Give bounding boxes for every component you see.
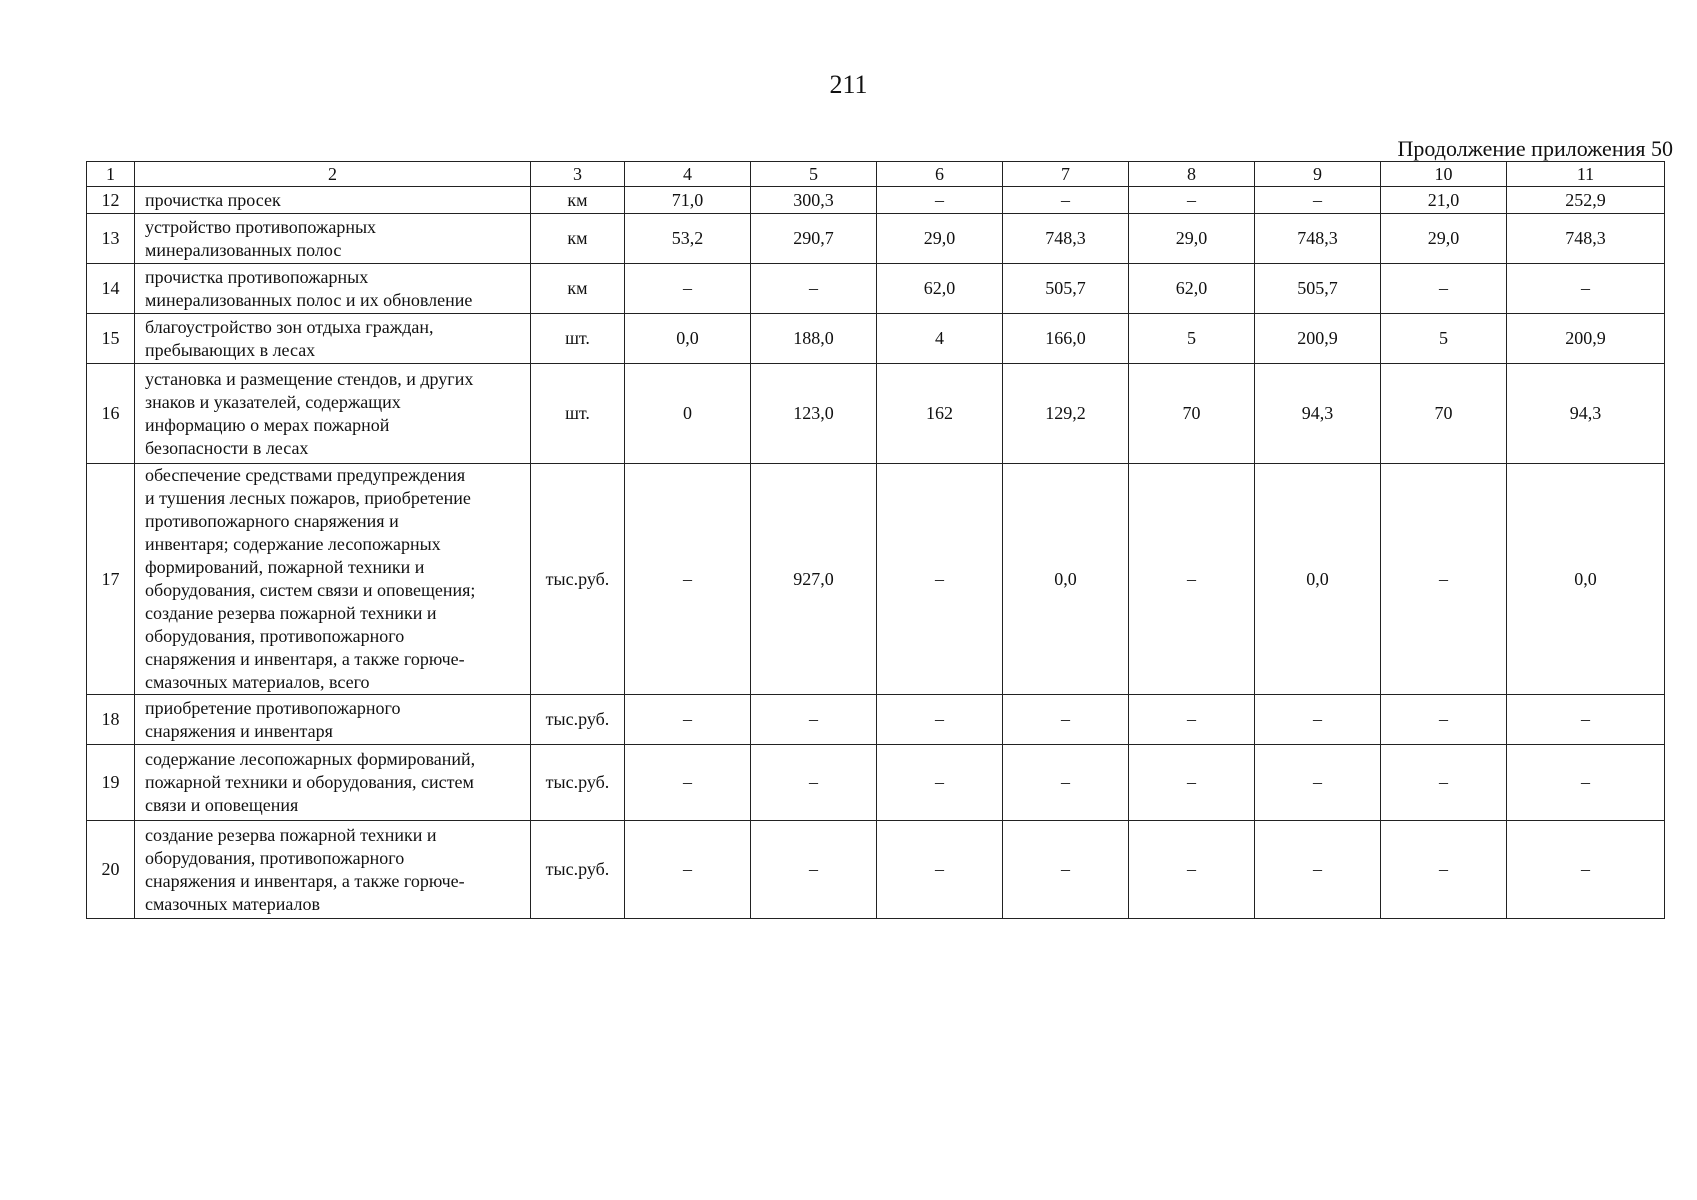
row-name [135,264,531,314]
value-cell: – [625,464,751,695]
row-name-line: минерализованных полос [145,239,342,260]
header-cell: 9 [1255,162,1381,187]
value-cell: – [625,821,751,919]
row-unit: км [531,264,625,314]
value-cell: 927,0 [751,464,877,695]
value-cell: 29,0 [1129,214,1255,264]
value-cell: 29,0 [1381,214,1507,264]
header-row [87,162,1665,187]
value-cell: – [877,187,1003,214]
row-name-line: инвентаря; содержание лесопожарных [145,534,441,554]
table-row [87,745,1665,821]
table-row [87,187,1665,214]
value-cell: 300,3 [751,187,877,214]
value-cell: 123,0 [751,364,877,464]
value-cell: 70 [1129,364,1255,464]
header-cell: 2 [135,162,531,187]
row-name-line: знаков и указателей, содержащих [145,391,401,412]
row-number: 15 [87,314,135,364]
data-table [86,161,1665,919]
row-name-line: создание резерва пожарной техники и [145,603,437,623]
row-name [135,695,531,745]
row-number: 14 [87,264,135,314]
header-cell: 5 [751,162,877,187]
row-unit: шт. [531,364,625,464]
row-name-line: оборудования, противопожарного [145,847,405,868]
row-name-line: установка и размещение стендов, и других [145,368,474,389]
row-name-line: обеспечение средствами предупреждения [145,465,466,485]
header-cell: 3 [531,162,625,187]
header-cell: 6 [877,162,1003,187]
row-name-line: прочистка просек [145,189,281,210]
value-cell: 188,0 [751,314,877,364]
value-cell: 290,7 [751,214,877,264]
table-row [87,364,1665,464]
header-cell: 10 [1381,162,1507,187]
value-cell: – [1003,695,1129,745]
value-cell: 0 [625,364,751,464]
value-cell: 94,3 [1507,364,1665,464]
value-cell: 0,0 [1003,464,1129,695]
value-cell: 129,2 [1003,364,1129,464]
row-name-line: смазочных материалов [145,893,320,914]
table-row [87,695,1665,745]
value-cell: – [625,745,751,821]
value-cell: 21,0 [1381,187,1507,214]
value-cell: – [625,264,751,314]
value-cell: 53,2 [625,214,751,264]
row-unit: тыс.руб. [531,695,625,745]
row-name-line: смазочных материалов, всего [145,672,370,692]
row-name-line: пребывающих в лесах [145,339,316,360]
value-cell: 29,0 [877,214,1003,264]
table-row [87,314,1665,364]
value-cell: – [877,695,1003,745]
row-name-line: снаряжения и инвентаря, а также горюче- [145,870,465,891]
value-cell: 748,3 [1255,214,1381,264]
value-cell: – [1507,264,1665,314]
row-unit: тыс.руб. [531,821,625,919]
row-number: 16 [87,364,135,464]
row-name [135,214,531,264]
row-name-line: информацию о мерах пожарной [145,414,390,435]
row-name-line: минерализованных полос и их обновление [145,289,473,310]
value-cell: 0,0 [1507,464,1665,695]
continuation-label: Продолжение приложения 50 [1397,136,1673,161]
value-cell: – [1507,695,1665,745]
value-cell: – [1255,187,1381,214]
row-unit: шт. [531,314,625,364]
value-cell: 200,9 [1507,314,1665,364]
value-cell: 62,0 [877,264,1003,314]
value-cell: – [1129,187,1255,214]
value-cell: – [751,264,877,314]
row-number: 12 [87,187,135,214]
value-cell: – [1381,745,1507,821]
table-row [87,821,1665,919]
value-cell: – [877,464,1003,695]
value-cell: 70 [1381,364,1507,464]
row-unit: тыс.руб. [531,464,625,695]
row-name-line: противопожарного снаряжения и [145,511,399,531]
row-name [135,464,531,695]
row-name-line: безопасности в лесах [145,437,309,458]
table-row [87,264,1665,314]
row-name [135,364,531,464]
value-cell: – [1129,745,1255,821]
row-unit: тыс.руб. [531,745,625,821]
value-cell: – [877,821,1003,919]
value-cell: – [1381,821,1507,919]
row-name-line: снаряжения и инвентаря [145,720,333,741]
value-cell: – [1129,464,1255,695]
row-name-line: оборудования, противопожарного [145,626,405,646]
row-number: 13 [87,214,135,264]
row-name [135,821,531,919]
value-cell: – [1381,264,1507,314]
value-cell: – [751,745,877,821]
row-number: 18 [87,695,135,745]
value-cell: 5 [1381,314,1507,364]
row-name [135,745,531,821]
value-cell: 4 [877,314,1003,364]
value-cell: 71,0 [625,187,751,214]
value-cell: – [1255,695,1381,745]
row-name-line: формирований, пожарной техники и [145,557,425,577]
row-number: 19 [87,745,135,821]
row-name-line: и тушения лесных пожаров, приобретение [145,488,471,508]
row-name-line: благоустройство зон отдыха граждан, [145,316,434,337]
header-cell: 1 [87,162,135,187]
value-cell: 505,7 [1003,264,1129,314]
row-name-line: прочистка противопожарных [145,266,369,287]
table-row [87,464,1665,695]
value-cell: – [1381,464,1507,695]
header-cell: 7 [1003,162,1129,187]
row-name-line: приобретение противопожарного [145,697,401,718]
page-number: 211 [829,70,868,99]
row-unit: км [531,187,625,214]
value-cell: – [1003,187,1129,214]
value-cell: – [1129,695,1255,745]
value-cell: 5 [1129,314,1255,364]
value-cell: 166,0 [1003,314,1129,364]
row-name [135,314,531,364]
value-cell: 0,0 [1255,464,1381,695]
value-cell: – [1381,695,1507,745]
row-number: 20 [87,821,135,919]
value-cell: – [1129,821,1255,919]
value-cell: – [1003,821,1129,919]
row-name [135,187,531,214]
row-name-line: оборудования, систем связи и оповещения; [145,580,476,600]
value-cell: – [1255,821,1381,919]
value-cell: – [751,821,877,919]
value-cell: 62,0 [1129,264,1255,314]
value-cell: 162 [877,364,1003,464]
value-cell: – [625,695,751,745]
value-cell: – [1507,745,1665,821]
value-cell: – [1255,745,1381,821]
row-number: 17 [87,464,135,695]
value-cell: – [751,695,877,745]
value-cell: 252,9 [1507,187,1665,214]
row-unit: км [531,214,625,264]
value-cell: 505,7 [1255,264,1381,314]
value-cell: – [1003,745,1129,821]
value-cell: 94,3 [1255,364,1381,464]
value-cell: 200,9 [1255,314,1381,364]
header-cell: 11 [1507,162,1665,187]
row-name-line: создание резерва пожарной техники и [145,824,437,845]
header-cell: 4 [625,162,751,187]
row-name-line: снаряжения и инвентаря, а также горюче- [145,649,465,669]
value-cell: 0,0 [625,314,751,364]
row-name-line: устройство противопожарных [145,216,377,237]
row-name-line: пожарной техники и оборудования, систем [145,772,474,792]
row-name-line: связи и оповещения [145,795,299,815]
value-cell: 748,3 [1003,214,1129,264]
value-cell: – [1507,821,1665,919]
row-name-line: содержание лесопожарных формирований, [145,749,476,769]
header-cell: 8 [1129,162,1255,187]
table-row [87,214,1665,264]
value-cell: 748,3 [1507,214,1665,264]
value-cell: – [877,745,1003,821]
